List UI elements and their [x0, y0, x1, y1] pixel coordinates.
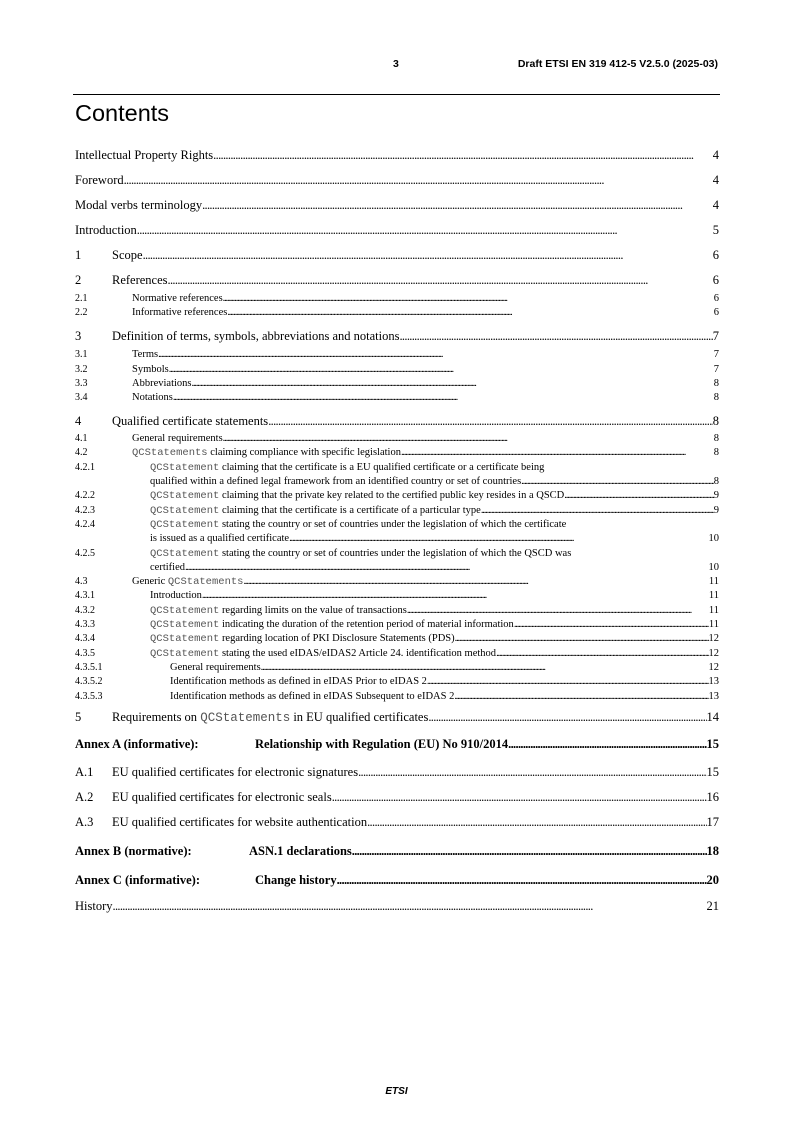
code-term: QCStatement [150, 490, 220, 503]
toc-entry-text [150, 633, 455, 645]
toc-page-number: 21 [706, 898, 719, 913]
toc-dot-leader [124, 173, 713, 188]
toc-section-number: 4.3 [75, 576, 88, 588]
toc-entry-4-3-5[interactable] [75, 648, 719, 662]
toc-dot-leader [367, 815, 706, 830]
toc-page-number: 4 [712, 148, 719, 162]
toc-dot-leader [508, 737, 706, 752]
toc-entry-text [150, 648, 496, 660]
toc-entry-line [75, 548, 719, 562]
toc-entry-text: Scope [112, 248, 143, 262]
toc-entry-3-1[interactable] [75, 349, 719, 363]
toc-page-number: 7 [713, 349, 719, 361]
toc-entry-text: General requirements [170, 661, 261, 673]
toc-entry-ipr[interactable] [75, 148, 719, 173]
toc-page-number: 12 [708, 633, 719, 645]
toc-entry-scope[interactable] [75, 248, 719, 273]
toc-page-number: 11 [708, 576, 719, 588]
toc-entry-text: Normative references [132, 293, 223, 304]
toc-entry-text [112, 710, 428, 725]
toc-dot-leader [358, 765, 706, 780]
toc-entry-line [75, 519, 719, 533]
toc-entry-text [150, 548, 571, 560]
toc-entry-text: Modal verbs terminology [75, 198, 203, 212]
toc-section-number: 3.3 [75, 377, 88, 389]
code-term: QCStatements [200, 710, 291, 725]
toc-entry-text-rest: claiming that the private key related to the certified public key resides in a QSCD [219, 490, 565, 502]
toc-dot-leader [454, 691, 708, 702]
toc-section-number: 4.2 [75, 447, 88, 459]
toc-entry-text-rest: indicating the duration of the retention period of material information [219, 619, 514, 631]
toc-entry-text: Identification methods as defined in eIDAS Prior to eIDAS 2 [170, 676, 427, 688]
toc-entry-text: Abbreviations [132, 377, 192, 389]
toc-entry-4-3-3[interactable] [75, 619, 719, 633]
toc-entry-annex-c[interactable] [75, 873, 719, 899]
toc-page-number: 15 [706, 764, 719, 779]
toc-entry-text: Change history [255, 872, 337, 887]
toc-dot-leader [481, 505, 714, 516]
toc-section-number: 4.3.5.2 [75, 676, 103, 688]
toc-entry-text: Intellectual Property Rights [75, 148, 214, 162]
toc-page-number: 20 [706, 872, 719, 887]
toc-page-number: 6 [713, 293, 719, 304]
toc-entry-2-2[interactable] [75, 307, 719, 329]
toc-section-number: 4.3.4 [75, 633, 95, 645]
toc-entry-text-rest: Generic [132, 576, 168, 588]
toc-section-number: 3 [75, 329, 82, 344]
toc-page-number: 4 [712, 198, 719, 212]
toc-page-number: 13 [708, 676, 719, 688]
toc-page-number: 8 [713, 377, 719, 389]
toc-entry-4-3-5-3[interactable] [75, 691, 719, 710]
toc-dot-leader [352, 844, 707, 859]
toc-entry-text: Definition of terms, symbols, abbreviations and notations [112, 329, 400, 344]
toc-entry-text-rest: in EU qualified certificates [290, 709, 429, 724]
toc-section-number: 5 [75, 709, 82, 724]
toc-section-number: 2.1 [75, 293, 88, 304]
toc-page-number: 11 [708, 619, 719, 631]
toc-entry-text [150, 490, 564, 502]
toc-entry-text: Terms [132, 349, 159, 361]
toc-entry-definitions[interactable] [75, 329, 719, 349]
toc-entry-4-3-4[interactable] [75, 633, 719, 647]
toc-entry-4-3-1[interactable] [75, 590, 719, 604]
toc-entry-4-3[interactable] [75, 576, 719, 590]
toc-entry-3-4[interactable] [75, 392, 719, 414]
toc-section-number: 2.2 [75, 307, 88, 319]
toc-entry-qc-statements[interactable] [75, 414, 719, 433]
toc-entry-text: Identification methods as defined in eIDAS Subsequent to eIDAS 2 [170, 690, 455, 702]
toc-entry-text-rest: claiming that the certificate is a EU qualified certificate or a certificate being [219, 461, 545, 473]
toc-dot-leader [455, 633, 709, 644]
toc-entry-4-1[interactable] [75, 433, 719, 447]
toc-section-number: 4.3.5.1 [75, 661, 103, 673]
toc-section-number: 4.2.2 [75, 490, 95, 502]
code-term: QCStatements [167, 576, 244, 589]
toc-dot-leader [185, 562, 709, 573]
code-term: QCStatements [132, 447, 208, 460]
toc-entry-4-2-4[interactable] [75, 519, 719, 548]
toc-entry-references[interactable] [75, 273, 719, 293]
toc-entry-4-3-5-1[interactable] [75, 662, 719, 676]
toc-page-number: 5 [712, 223, 719, 237]
toc-dot-leader [564, 490, 714, 501]
toc-entry-line [75, 533, 719, 547]
toc-entry-text-rest: claiming that the certificate is a certificate of a particular type [219, 504, 481, 516]
toc-entry-text-rest: claiming compliance with specific legislation [207, 447, 401, 459]
toc-dot-leader [202, 198, 713, 213]
toc-dot-leader [401, 447, 714, 458]
toc-dot-leader [268, 414, 713, 429]
toc-entry-text [150, 462, 544, 474]
toc-entry-foreword[interactable] [75, 173, 719, 198]
toc-entry-text: References [112, 273, 168, 287]
toc-section-number: 4.3.2 [75, 604, 95, 616]
toc-dot-leader [192, 378, 714, 389]
toc-entry-text-rest: stating the country or set of countries under the legislation of which the certificate [219, 518, 567, 530]
toc-entry-text-rest: stating the used eIDAS/eIDAS2 Article 24. identification method [219, 647, 497, 659]
toc-entry-text: EU qualified certificates for electronic signatures [112, 764, 359, 779]
toc-entry-text-rest: regarding limits on the value of transactions [219, 604, 407, 616]
toc-entry-text: Informative references [132, 307, 228, 319]
toc-entry-text: General requirements [132, 433, 223, 445]
toc-entry-4-2[interactable] [75, 447, 719, 461]
toc-page-number: 7 [712, 329, 719, 344]
toc-entry-text-rest: Requirements on [112, 709, 201, 724]
toc-dot-leader [514, 619, 709, 630]
toc-page-number: 16 [706, 789, 719, 804]
toc-entry-requirements[interactable] [75, 710, 719, 737]
toc-section-number: A.2 [75, 789, 94, 804]
toc-entry-4-2-2[interactable] [75, 490, 719, 504]
toc-entry-text [150, 605, 407, 617]
toc-entry-text [132, 576, 243, 588]
toc-page-number: 8 [713, 447, 719, 459]
toc-section-number: 3.2 [75, 363, 88, 375]
toc-entry-2-1[interactable] [75, 293, 719, 307]
toc-entry-introduction[interactable] [75, 223, 719, 248]
toc-dot-leader [158, 349, 714, 360]
code-term: QCStatement [150, 604, 220, 617]
toc-page-number: 18 [706, 843, 719, 858]
code-term: QCStatement [150, 504, 220, 517]
code-term: QCStatement [150, 633, 220, 646]
toc-entry-annex-a[interactable] [75, 737, 719, 765]
toc-entry-text-rest: regarding location of PKI Disclosure Statements (PDS) [219, 633, 455, 645]
toc-entry-4-2-1[interactable] [75, 462, 719, 491]
toc-entry-line [75, 562, 719, 576]
toc-entry-4-2-5[interactable] [75, 548, 719, 577]
toc-page-number: 10 [708, 533, 719, 545]
toc-dot-leader [169, 364, 714, 375]
toc-entry-text [150, 519, 566, 531]
toc-section-number: 4.3.1 [75, 590, 95, 602]
toc-page-number: 17 [706, 814, 719, 829]
toc-entry-text: EU qualified certificates for website authentication [112, 814, 368, 829]
toc-dot-leader [289, 533, 708, 544]
toc-entry-text-rest: stating the country or set of countries under the legislation of which the QSCD was [219, 547, 572, 559]
toc-entry-line [75, 476, 719, 490]
toc-entry-text [132, 447, 401, 459]
toc-dot-leader [173, 392, 714, 403]
toc-dot-leader [213, 148, 713, 163]
toc-entry-modal-verbs[interactable] [75, 198, 719, 223]
toc-page-number: 12 [708, 661, 719, 673]
toc-dot-leader [407, 605, 709, 616]
toc-section-number: 4.3.5.3 [75, 690, 103, 702]
toc-entry-text [150, 505, 481, 517]
toc-entry-text [150, 619, 514, 631]
toc-entry-text: Foreword [75, 173, 124, 187]
toc-entry-history[interactable] [75, 899, 719, 924]
toc-annex-label: Annex A (informative): [75, 736, 199, 751]
toc-dot-leader [243, 576, 708, 587]
toc-entry-text: Notations [132, 392, 173, 404]
toc-page-number: 7 [713, 363, 719, 375]
toc-page-number: 6 [712, 248, 719, 262]
toc-entry-text: History [75, 898, 113, 913]
toc-entry-a2[interactable] [75, 790, 719, 815]
header-document-id: Draft ETSI EN 319 412-5 V2.5.0 (2025-03) [517, 58, 718, 70]
toc-page-number: 4 [712, 173, 719, 187]
toc-section-number: 4.2.3 [75, 504, 95, 516]
toc-entry-line [75, 462, 719, 476]
toc-page-number: 9 [713, 504, 719, 516]
toc-page-number: 6 [712, 273, 719, 287]
toc-page-number: 11 [708, 604, 719, 616]
toc-page-number: 8 [713, 476, 719, 488]
toc-entry-text: Qualified certificate statements [112, 414, 269, 429]
code-term: QCStatement [150, 547, 220, 560]
header-page-number: 3 [393, 58, 399, 70]
toc-dot-leader [427, 676, 709, 687]
toc-dot-leader [223, 433, 714, 444]
toc-dot-leader [521, 476, 714, 487]
toc-section-number: 4.2.5 [75, 547, 95, 559]
toc-page-number: 11 [708, 590, 719, 602]
toc-dot-leader [337, 873, 707, 888]
toc-section-number: 3.4 [75, 392, 88, 404]
toc-page-number: 14 [706, 709, 719, 724]
toc-section-number: 1 [75, 248, 82, 262]
toc-entry-annex-b[interactable] [75, 844, 719, 873]
toc-page-number: 12 [708, 647, 719, 659]
toc-page-number: 8 [713, 392, 719, 404]
toc-dot-leader [168, 273, 713, 288]
toc-dot-leader [496, 648, 708, 659]
toc-dot-leader [332, 790, 707, 805]
toc-page-number: 6 [713, 307, 719, 319]
toc-section-number: A.3 [75, 814, 94, 829]
code-term: QCStatement [150, 461, 220, 474]
toc-dot-leader [143, 248, 713, 263]
code-term: QCStatement [150, 647, 220, 660]
code-term: QCStatement [150, 619, 220, 632]
toc-page-number: 8 [713, 433, 719, 445]
toc-entry-3-2[interactable] [75, 364, 719, 378]
toc-page-number: 13 [708, 690, 719, 702]
toc-dot-leader [227, 307, 713, 318]
toc-dot-leader [113, 899, 707, 914]
toc-entry-3-3[interactable] [75, 378, 719, 392]
footer-etsi: ETSI [385, 1086, 408, 1097]
toc-entry-a3[interactable] [75, 815, 719, 844]
toc-dot-leader [399, 329, 712, 344]
toc-annex-label: Annex B (normative): [75, 843, 192, 858]
toc-section-number: A.1 [75, 764, 94, 779]
toc-entry-text-continued: is issued as a qualified certificate [150, 533, 290, 545]
toc-section-number: 4.3.5 [75, 647, 95, 659]
toc-dot-leader [261, 662, 709, 673]
toc-page-number: 10 [708, 561, 719, 573]
toc-dot-leader [223, 293, 714, 304]
toc-entry-text: Relationship with Regulation (EU) No 910/2014 [255, 736, 509, 751]
toc-entry-text-continued: qualified within a defined legal framework from an identified country or set of countries [150, 476, 522, 488]
toc-entry-a1[interactable] [75, 765, 719, 790]
toc-section-number: 2 [75, 273, 82, 287]
toc-section-number: 3.1 [75, 349, 88, 361]
toc-section-number: 4.2.4 [75, 518, 95, 530]
toc-section-number: 4.2.1 [75, 461, 95, 473]
toc-entry-text: Symbols [132, 363, 169, 375]
toc-dot-leader [428, 710, 706, 725]
toc-entry-text: EU qualified certificates for electronic seals [112, 789, 332, 804]
code-term: QCStatement [150, 518, 220, 531]
toc-entry-text: Introduction [150, 590, 202, 602]
header-rule [73, 94, 720, 95]
toc-section-number: 4 [75, 414, 82, 429]
toc-page-number: 15 [706, 736, 719, 751]
toc-entry-text: Introduction [75, 223, 137, 237]
toc-page-number: 8 [712, 414, 719, 429]
toc-entry-4-3-2[interactable] [75, 605, 719, 619]
toc-annex-label: Annex C (informative): [75, 872, 200, 887]
toc-page-number: 9 [713, 490, 719, 502]
page-title: Contents [75, 100, 170, 126]
toc-entry-text: ASN.1 declarations [249, 843, 352, 858]
toc-entry-4-3-5-2[interactable] [75, 676, 719, 690]
toc-dot-leader [137, 223, 713, 238]
toc-section-number: 4.3.3 [75, 619, 95, 631]
toc-entry-text-continued: certified [150, 561, 185, 573]
toc-entry-4-2-3[interactable] [75, 505, 719, 519]
toc-dot-leader [202, 590, 709, 601]
table-of-contents [75, 148, 719, 924]
toc-section-number: 4.1 [75, 433, 88, 445]
